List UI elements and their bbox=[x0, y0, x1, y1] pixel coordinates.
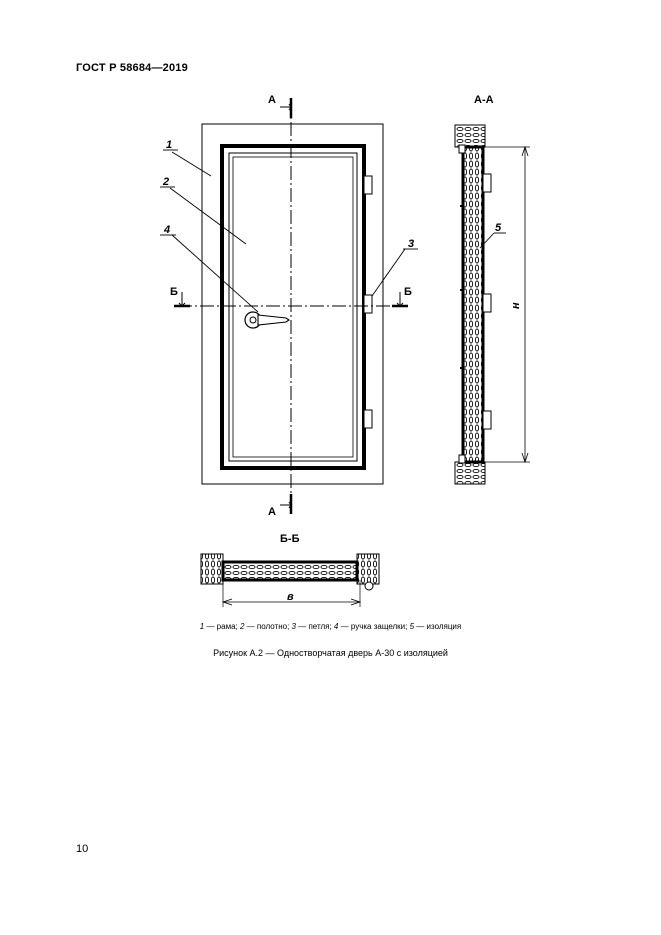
dimension-label-height: н bbox=[510, 302, 522, 309]
hinge-bottom bbox=[364, 410, 372, 428]
legend-item: 4 — ручка защелки; bbox=[333, 622, 408, 631]
callout-4: 4 bbox=[164, 224, 171, 236]
legend-item: 1 — рама; bbox=[199, 622, 238, 631]
aa-hinge-bottom bbox=[483, 411, 491, 429]
section-label-a-top: А bbox=[268, 94, 276, 106]
view-title-aa: А-А bbox=[474, 94, 494, 106]
section-label-a-bottom: А bbox=[268, 506, 276, 518]
legend-item: 5 — изоляция bbox=[409, 622, 462, 631]
legend-item: 3 — петля; bbox=[291, 622, 332, 631]
page-number: 10 bbox=[76, 843, 89, 855]
callout-5: 5 bbox=[495, 222, 502, 234]
door-front-view bbox=[160, 98, 418, 514]
hinge-top bbox=[364, 176, 372, 194]
bb-hinge bbox=[365, 582, 373, 590]
legend-item: 2 — полотно; bbox=[239, 622, 290, 631]
hinge-middle bbox=[364, 295, 372, 313]
callout-2: 2 bbox=[163, 176, 170, 188]
dimension-label-width: в bbox=[287, 591, 294, 603]
callout-3: 3 bbox=[408, 238, 415, 250]
latch-handle bbox=[245, 312, 289, 328]
section-label-b-right: Б bbox=[404, 286, 412, 298]
document-header: ГОСТ Р 58684—2019 bbox=[76, 62, 188, 74]
aa-hinge-top bbox=[483, 174, 491, 192]
aa-hinge-middle bbox=[483, 294, 491, 312]
figure-legend bbox=[0, 622, 661, 631]
callout-1: 1 bbox=[166, 139, 173, 151]
figure-caption: Рисунок А.2 — Одностворчатая дверь А-30 с изоляцией bbox=[213, 648, 448, 658]
view-title-bb: Б-Б bbox=[280, 533, 300, 545]
door-leaf bbox=[222, 146, 364, 468]
section-label-b-left: Б bbox=[170, 286, 178, 298]
